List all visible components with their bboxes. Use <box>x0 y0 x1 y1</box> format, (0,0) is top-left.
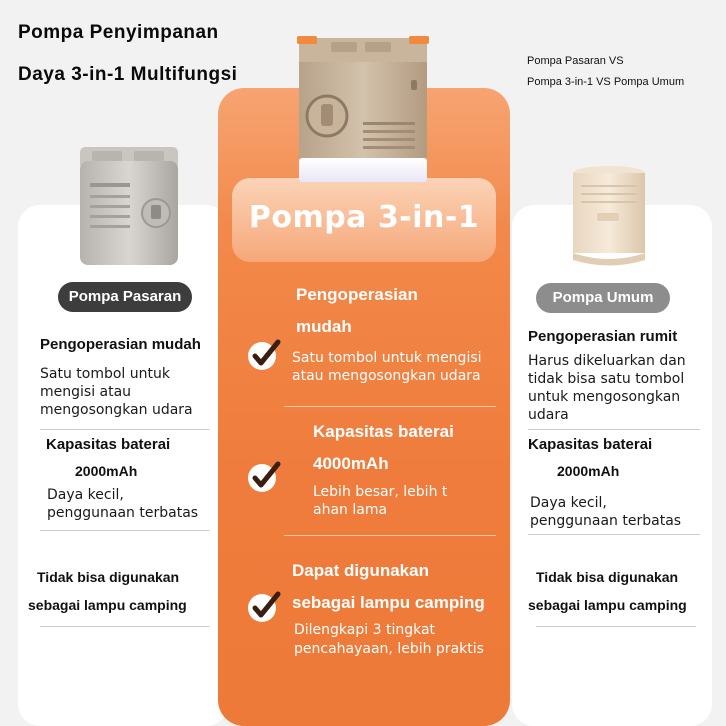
right-f2-title: Kapasitas baterai <box>528 436 653 453</box>
right-f1-line4: udara <box>528 407 569 423</box>
left-f2-line1: Daya kecil, <box>47 487 124 503</box>
right-divider-1 <box>528 429 700 430</box>
right-f1-line2: tidak bisa satu tombol <box>528 371 685 387</box>
center-f1-title-line1: Pengoperasian <box>296 285 418 304</box>
right-f3-line1: Tidak bisa digunakan <box>536 569 679 585</box>
right-divider-3 <box>536 626 696 627</box>
left-f1-title: Pengoperasian mudah <box>40 336 201 353</box>
center-f3-title-line2: sebagai lampu camping <box>292 593 485 612</box>
left-divider-1 <box>40 429 210 430</box>
center-f3-title-line1: Dapat digunakan <box>292 561 429 580</box>
center-f1-desc-line1: Satu tombol untuk mengisi <box>292 350 482 366</box>
center-label: Pompa 3-in-1 <box>248 200 480 235</box>
right-f2-value: 2000mAh <box>557 463 620 479</box>
common-pump-label: Pompa Umum <box>536 283 670 313</box>
right-f1-line1: Harus dikeluarkan dan <box>528 353 686 369</box>
center-f2-desc-line1: Lebih besar, lebih t <box>313 484 448 500</box>
center-divider-1 <box>284 406 496 407</box>
left-f1-line3: mengosongkan udara <box>40 402 193 418</box>
market-pump-label: Pompa Pasaran <box>58 282 192 312</box>
right-f1-line3: untuk mengosongkan <box>528 389 681 405</box>
subtitle-line2: Pompa 3-in-1 VS Pompa Umum <box>527 76 685 88</box>
left-f1-line1: Satu tombol untuk <box>40 366 170 382</box>
left-divider-3 <box>40 626 210 627</box>
left-f1-line2: mengisi atau <box>40 384 132 400</box>
right-f1-title: Pengoperasian rumit <box>528 328 678 345</box>
center-f1-title-line2: mudah <box>296 317 352 336</box>
pump-3in1-image <box>293 30 435 190</box>
left-f3-line2: sebagai lampu camping <box>28 597 187 613</box>
center-f3-desc-line2: pencahayaan, lebih praktis <box>294 641 484 657</box>
checkmark-icon <box>247 590 281 624</box>
right-f3-line2: sebagai lampu camping <box>528 597 687 613</box>
center-f2-value: 4000mAh <box>313 454 389 473</box>
center-f2-desc-line2: ahan lama <box>313 502 388 518</box>
left-f2-title: Kapasitas baterai <box>46 436 171 453</box>
page-title-line1: Pompa Penyimpanan <box>18 22 219 43</box>
center-divider-2 <box>284 535 496 536</box>
right-f2-line1: Daya kecil, <box>530 495 607 511</box>
right-divider-2 <box>528 534 700 535</box>
right-f2-line2: penggunaan terbatas <box>530 513 682 529</box>
market-pump-image <box>74 143 184 268</box>
center-f3-desc-line1: Dilengkapi 3 tingkat <box>294 622 436 638</box>
common-pump-image <box>567 165 652 270</box>
center-f1-desc-line2: atau mengosongkan udara <box>292 368 481 384</box>
checkmark-icon <box>247 460 281 494</box>
left-f3-line1: Tidak bisa digunakan <box>37 569 180 585</box>
left-f2-line2: penggunaan terbatas <box>47 505 199 521</box>
left-divider-2 <box>40 530 210 531</box>
subtitle-line1: Pompa Pasaran VS <box>527 55 624 67</box>
checkmark-icon <box>247 338 281 372</box>
page-title-line2: Daya 3-in-1 Multifungsi <box>18 64 238 85</box>
left-f2-value: 2000mAh <box>75 463 138 479</box>
center-f2-title: Kapasitas baterai <box>313 422 454 441</box>
